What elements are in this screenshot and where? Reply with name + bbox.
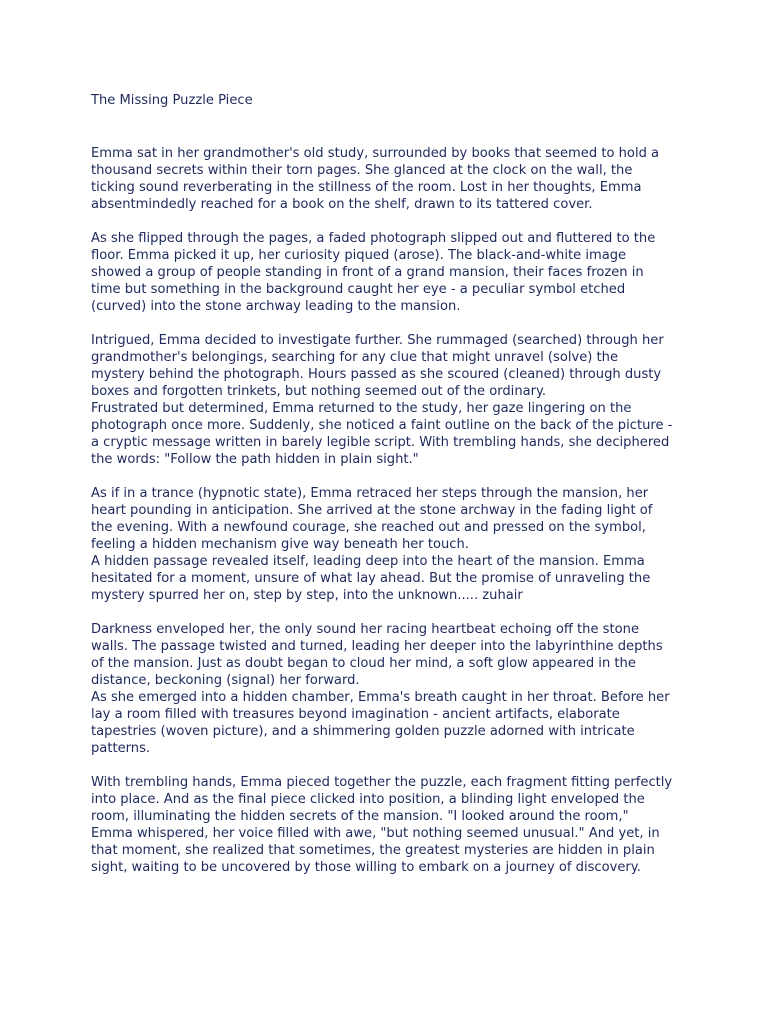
story-paragraph [91, 145, 691, 213]
text-line: grandmother's belongings, searching for any clue that might unravel (solve) the [91, 350, 619, 365]
text-line: feeling a hidden mechanism give way beneath her touch. [91, 537, 469, 552]
text-line: showed a group of people standing in front of a grand mansion, their faces frozen in [91, 265, 644, 280]
text-line: walls. The passage twisted and turned, leading her deeper into the labyrinthine depths [91, 639, 663, 654]
text-line: floor. Emma picked it up, her curiosity piqued (arose). The black-and-white image [91, 248, 627, 263]
text-line: hesitated for a moment, unsure of what lay ahead. But the promise of unraveling the [91, 571, 651, 586]
text-line: ticking sound reverberating in the stillness of the room. Lost in her thoughts, Emma [91, 180, 642, 195]
text-line: Frustrated but determined, Emma returned to the study, her gaze lingering on the [91, 401, 632, 416]
story-paragraph [91, 774, 691, 876]
text-line: the evening. With a newfound courage, she reached out and pressed on the symbol, [91, 520, 646, 535]
text-line: photograph once more. Suddenly, she noticed a faint outline on the back of the picture - [91, 418, 673, 433]
text-line: boxes and forgotten trinkets, but nothing seemed out of the ordinary. [91, 384, 547, 399]
text-line: A hidden passage revealed itself, leading deep into the heart of the mansion. Emma [91, 554, 645, 569]
text-line: the words: "Follow the path hidden in plain sight." [91, 452, 419, 467]
story-paragraph [91, 485, 691, 604]
text-line: Intrigued, Emma decided to investigate further. She rummaged (searched) through her [91, 333, 664, 348]
text-line: As she emerged into a hidden chamber, Emma's breath caught in her throat. Before her [91, 690, 670, 705]
text-line: absentmindedly reached for a book on the shelf, drawn to its tattered cover. [91, 197, 593, 212]
story-paragraph [91, 621, 691, 757]
text-line: Emma whispered, her voice filled with awe, "but nothing seemed unusual." And yet, in [91, 826, 660, 841]
text-line: sight, waiting to be uncovered by those willing to embark on a journey of discovery. [91, 860, 641, 875]
text-line: patterns. [91, 741, 151, 756]
text-line: mystery behind the photograph. Hours passed as she scoured (cleaned) through dusty [91, 367, 662, 382]
text-line: of the mansion. Just as doubt began to cloud her mind, a soft glow appeared in the [91, 656, 636, 671]
story-text [91, 145, 691, 876]
text-line: Emma sat in her grandmother's old study, surrounded by books that seemed to hold a [91, 146, 660, 161]
text-line: a cryptic message written in barely legible script. With trembling hands, she deciphered [91, 435, 670, 450]
text-line: tapestries (woven picture), and a shimmering golden puzzle adorned with intricate [91, 724, 635, 739]
text-line: (curved) into the stone archway leading to the mansion. [91, 299, 461, 314]
text-line: mystery spurred her on, step by step, into the unknown..... zuhair [91, 588, 523, 603]
story-paragraph [91, 230, 691, 315]
text-line: thousand secrets within their torn pages. She glanced at the clock on the wall, the [91, 163, 633, 178]
text-line: As she flipped through the pages, a faded photograph slipped out and fluttered to the [91, 231, 656, 246]
text-line: With trembling hands, Emma pieced together the puzzle, each fragment fitting perfectly [91, 775, 673, 790]
story-paragraph [91, 332, 691, 468]
text-line: distance, beckoning (signal) her forward. [91, 673, 360, 688]
text-line: room, illuminating the hidden secrets of the mansion. "I looked around the room," [91, 809, 629, 824]
text-line: into place. And as the final piece clicked into position, a blinding light enveloped the [91, 792, 645, 807]
text-line: time but something in the background caught her eye - a peculiar symbol etched [91, 282, 626, 297]
text-line: As if in a trance (hypnotic state), Emma retraced her steps through the mansion, her [91, 486, 649, 501]
document-body [91, 92, 691, 893]
text-line: Darkness enveloped her, the only sound her racing heartbeat echoing off the stone [91, 622, 639, 637]
document-title: The Missing Puzzle Piece [91, 93, 253, 108]
text-line: that moment, she realized that sometimes, the greatest mysteries are hidden in plain [91, 843, 655, 858]
text-line: lay a room filled with treasures beyond imagination - ancient artifacts, elaborate [91, 707, 620, 722]
text-line: heart pounding in anticipation. She arrived at the stone archway in the fading light of [91, 503, 653, 518]
